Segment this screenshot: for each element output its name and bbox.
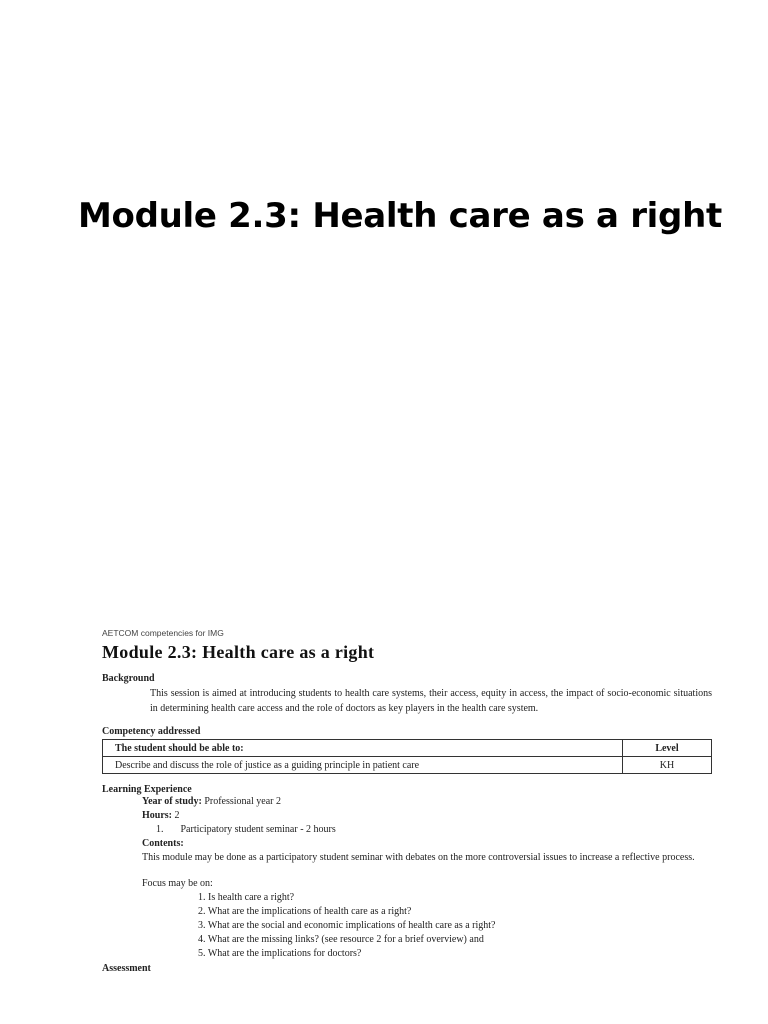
list-item: 4. What are the missing links? (see resource 2 for a brief overview) and — [198, 934, 484, 945]
assessment-heading: Assessment — [102, 963, 151, 974]
competency-heading: Competency addressed — [102, 726, 201, 737]
hours-line — [142, 809, 712, 823]
competency-row-level: KH — [623, 757, 712, 774]
document-image — [102, 628, 712, 1024]
competency-col-level: Level — [623, 740, 712, 757]
table-row — [103, 757, 712, 774]
list-item: 2. What are the implications of health care as a right? — [198, 906, 412, 917]
list-item: 3. What are the social and economic implications of health care as a right? — [198, 920, 496, 931]
background-text: This session is aimed at introducing students to health care systems, their access, equity in access, the impact of socio-economic situations in determining health care access and the role of doctors as key players in the health care system. — [150, 688, 712, 714]
competency-table — [102, 739, 712, 774]
hours-item-num: 1. — [156, 824, 164, 835]
competency-col-student: The student should be able to: — [103, 740, 623, 757]
background-heading: Background — [102, 673, 155, 684]
hours-label: Hours: — [142, 810, 172, 821]
learning-heading: Learning Experience — [102, 784, 192, 795]
learning-block — [102, 795, 712, 891]
list-item: 5. What are the implications for doctors? — [198, 948, 362, 959]
year-value: Professional year 2 — [204, 796, 281, 807]
hours-item — [142, 823, 712, 837]
hours-item-text: Participatory student seminar - 2 hours — [180, 824, 336, 835]
competency-header-row — [103, 740, 712, 757]
year-line — [142, 795, 712, 809]
slide-title: Module 2.3: Health care as a right — [78, 196, 722, 236]
contents-text: This module may be done as a participatory student seminar with debates on the more controversial issues to increase a reflective process. — [142, 852, 695, 863]
focus-intro: Focus may be on: — [142, 878, 213, 889]
hours-value: 2 — [174, 810, 180, 821]
competency-row-text: Describe and discuss the role of justice as a guiding principle in patient care — [103, 757, 623, 774]
contents-label: Contents: — [142, 838, 184, 849]
document-title: Module 2.3: Health care as a right — [102, 642, 375, 662]
focus-list — [102, 891, 712, 961]
document-header: AETCOM competencies for IMG — [102, 628, 224, 638]
list-item: 1. Is health care a right? — [198, 892, 295, 903]
year-label: Year of study: — [142, 796, 202, 807]
